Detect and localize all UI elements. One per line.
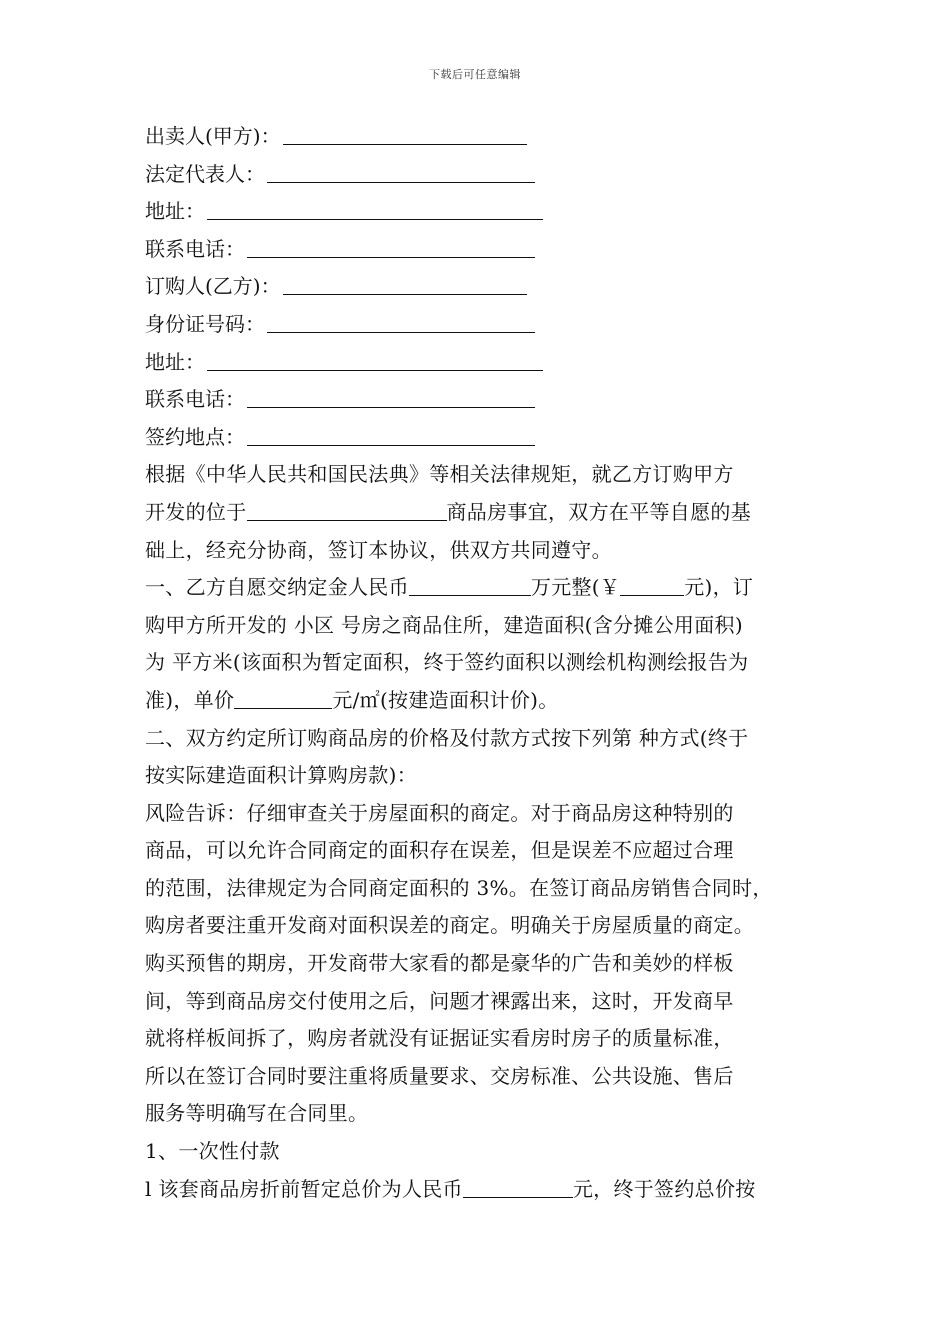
section-title: 1、一次性付款 — [145, 1139, 280, 1164]
field-label: 联系电话： — [145, 236, 245, 261]
text-span: 商品房事宜，双方在平等自愿的基 — [446, 499, 751, 524]
payment-section — [145, 1133, 810, 1208]
field-signing-place — [145, 419, 810, 457]
text-line: 购房者要注重开发商对面积误差的商定。明确关于房屋质量的商定。 — [145, 913, 754, 938]
field-address-seller — [145, 193, 810, 231]
blank-line — [620, 577, 684, 596]
text-span: 一、乙方自愿交纳定金人民币 — [145, 575, 409, 600]
field-phone-buyer — [145, 381, 810, 419]
text-line — [145, 494, 810, 532]
text-line — [145, 569, 810, 607]
text-line: 的范围，法律规定为合同商定面积的 3%。在签订商品房销售合同时， — [145, 875, 773, 900]
text-line — [145, 1171, 810, 1209]
text-span: 元)，订 — [684, 575, 754, 600]
text-line: 础上，经充分协商，签订本协议，供双方共同遵守。 — [145, 537, 612, 562]
text-line: 服务等明确写在合同里。 — [145, 1101, 369, 1126]
blank-line — [247, 387, 535, 408]
text-line: 就将样板间拆了，购房者就没有证据证实看房时房子的质量标准， — [145, 1026, 734, 1051]
blank-line — [247, 502, 447, 521]
text-span: 万元整(￥ — [530, 575, 621, 600]
field-buyer — [145, 268, 810, 306]
blank-line — [283, 124, 527, 145]
text-line: 二、双方约定所订购商品房的价格及付款方式按下列第 种方式(终于 — [145, 725, 749, 750]
page-header: 下载后可任意编辑 — [429, 68, 521, 81]
field-label: 出卖人(甲方)： — [145, 124, 281, 148]
field-address-buyer — [145, 344, 810, 382]
text-line: 商品，可以允许合同商定的面积存在误差，但是误差不应超过合理 — [145, 838, 734, 863]
text-line — [145, 682, 810, 720]
text-span: l 该套商品房折前暂定总价为人民币 — [145, 1176, 463, 1201]
field-label: 地址： — [145, 349, 205, 374]
clause-one — [145, 569, 810, 719]
blank-line — [283, 274, 527, 295]
text-line: 购买预售的期房，开发商带大家看的都是豪华的广告和美妙的样板 — [145, 951, 734, 976]
text-span: 元，终于签约总价按 — [572, 1176, 756, 1201]
text-line: 为 平方米(该面积为暂定面积，终于签约面积以测绘机构测绘报告为 — [145, 650, 749, 675]
blank-line — [207, 199, 543, 220]
text-line: 所以在签订合同时要注重将质量要求、交房标准、公共设施、售后 — [145, 1063, 734, 1088]
field-label: 身份证号码： — [145, 311, 265, 336]
text-span: 准)，单价 — [145, 687, 235, 712]
blank-line — [267, 312, 535, 333]
text-span: 元/㎡(按建造面积计价)。 — [332, 687, 559, 712]
blank-line — [247, 237, 535, 258]
text-line: 根据《中华人民共和国民法典》等相关法律规矩，就乙方订购甲方 — [145, 462, 734, 487]
field-seller — [145, 118, 810, 156]
contract-body — [145, 118, 810, 1208]
field-phone-seller — [145, 231, 810, 269]
blank-line — [234, 690, 332, 709]
risk-warning — [145, 795, 810, 1133]
clause-two — [145, 720, 810, 795]
text-line: 风险告诉：仔细审查关于房屋面积的商定。对于商品房这种特别的 — [145, 800, 734, 825]
blank-line — [247, 425, 535, 446]
blank-line — [409, 577, 531, 596]
text-span: 开发的位于 — [145, 499, 247, 524]
text-line: 间，等到商品房交付使用之后，问题才裸露出来，这时，开发商早 — [145, 988, 734, 1013]
blank-line — [463, 1179, 573, 1198]
blank-line — [207, 350, 543, 371]
field-label: 签约地点： — [145, 424, 245, 449]
field-label: 联系电话： — [145, 387, 245, 412]
intro-paragraph — [145, 456, 810, 569]
field-label: 地址： — [145, 199, 205, 224]
field-label: 法定代表人： — [145, 161, 265, 186]
field-id-number — [145, 306, 810, 344]
text-line: 按实际建造面积计算购房款)： — [145, 763, 418, 788]
field-legal-rep — [145, 156, 810, 194]
field-label: 订购人(乙方)： — [145, 274, 281, 299]
blank-line — [267, 162, 535, 183]
text-line: 购甲方所开发的 小区 号房之商品住所，建造面积(含分摊公用面积) — [145, 612, 743, 637]
